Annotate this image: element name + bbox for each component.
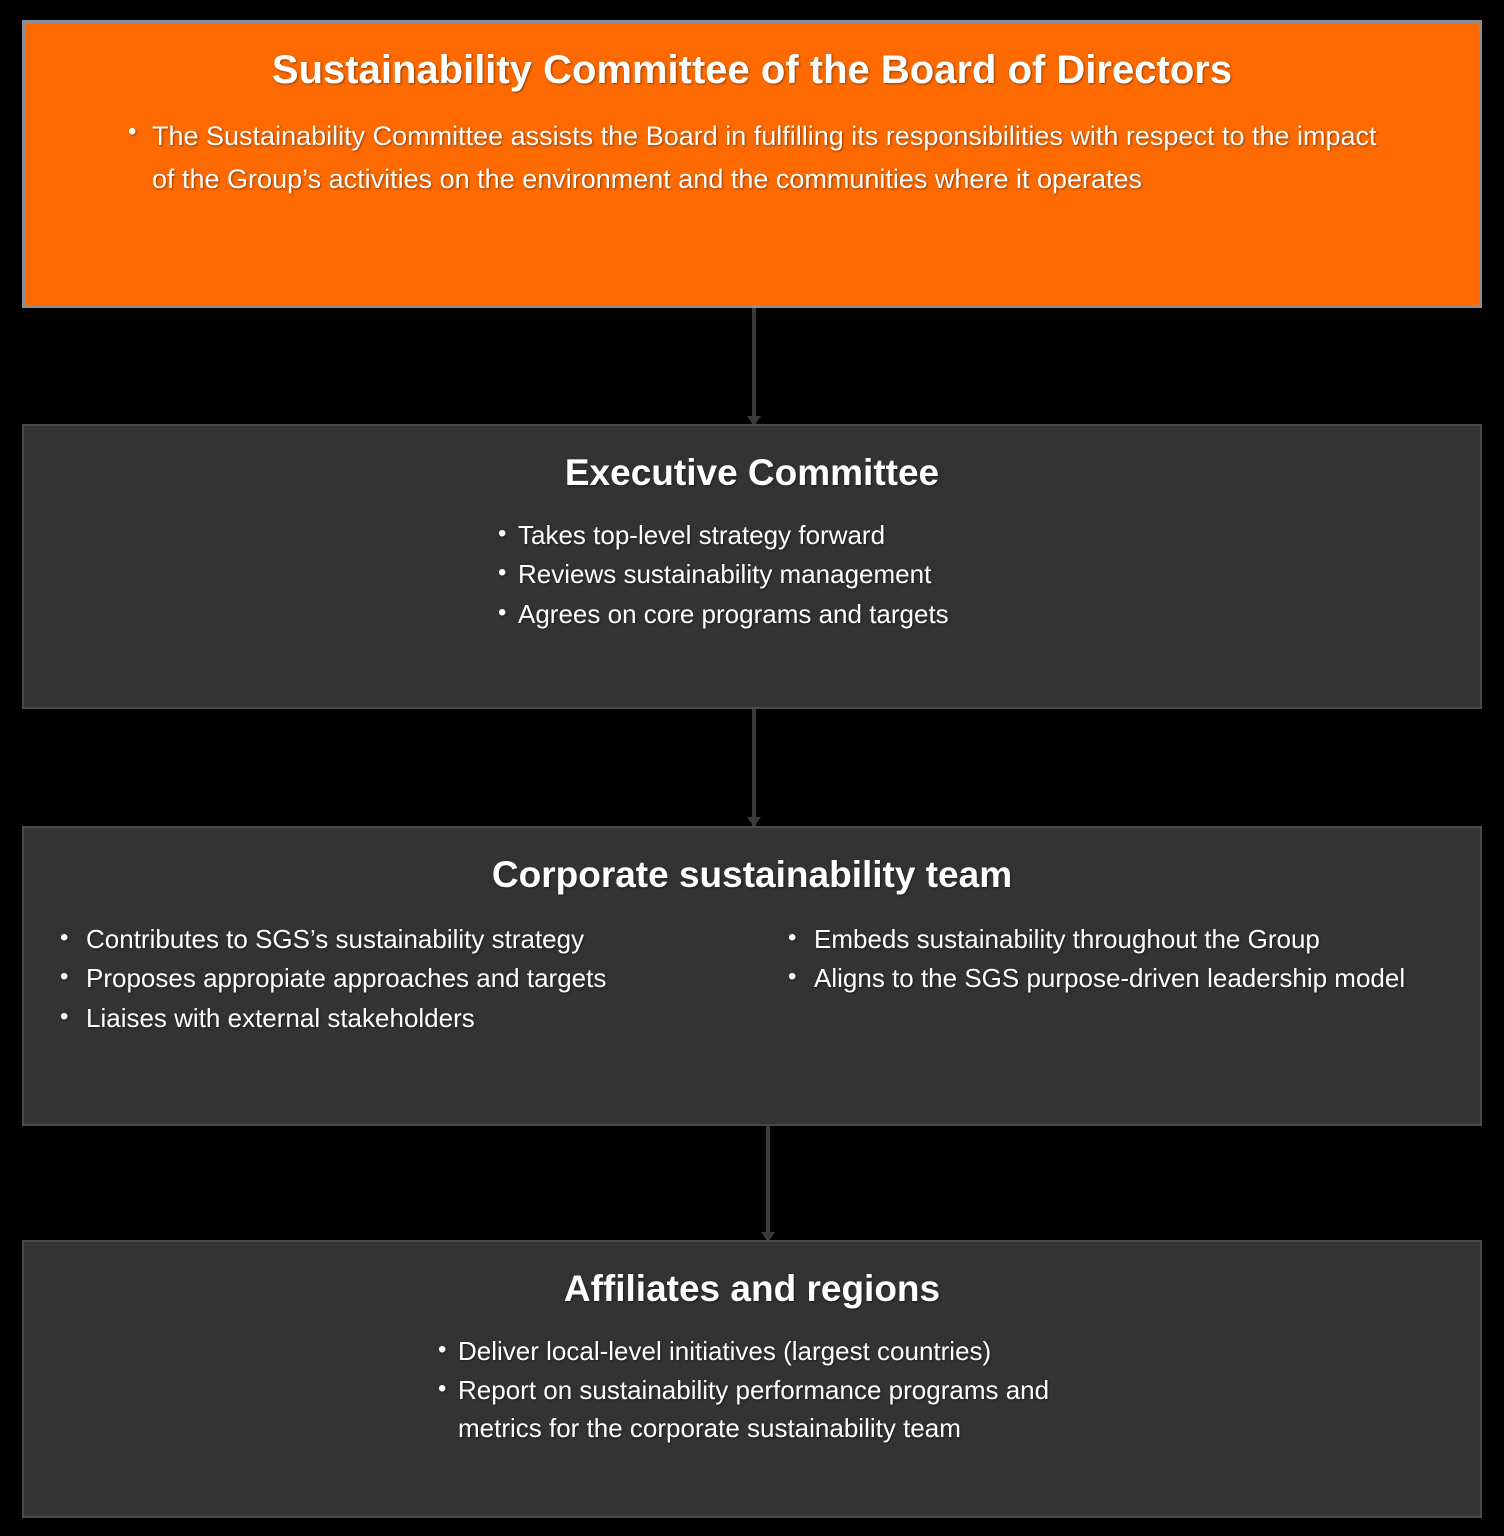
node-bullets-corp [54,921,1450,1040]
list-item: • Embeds sustainability throughout the Group [782,921,1450,959]
list-item: • Agrees on core programs and targets [492,596,1012,634]
node-bullets-corp-left [54,921,722,1040]
list-item: • Takes top-level strategy forward [492,517,1012,555]
node-corporate-sustainability-team [22,826,1482,1126]
list-item: • Proposes appropiate approaches and targets [54,960,722,998]
list-item: • Deliver local-level initiatives (largest countries) [432,1333,1072,1371]
node-title-affiliates: Affiliates and regions [563,1268,941,1309]
node-board-sustainability-committee [22,20,1482,308]
node-bullets-board [122,115,1382,201]
connector-corp-to-affiliates [766,1126,770,1242]
node-title-corp: Corporate sustainability team [491,854,1013,895]
list-item: • Report on sustainability performance programs and metrics for the corporate sustainability team [432,1372,1072,1447]
list-item: • Aligns to the SGS purpose-driven leadership model [782,960,1450,998]
node-bullets-exec [492,517,1012,634]
node-affiliates-and-regions [22,1240,1482,1518]
connector-exec-to-corp [752,709,756,827]
node-bullets-affiliates [432,1333,1072,1448]
node-bullets-corp-right [782,921,1450,1040]
node-title-exec: Executive Committee [564,452,940,493]
list-item: • Reviews sustainability management [492,556,1012,594]
node-executive-committee [22,424,1482,709]
connector-board-to-exec [752,308,756,426]
list-item: • Liaises with external stakeholders [54,1000,722,1038]
list-item: • Contributes to SGS’s sustainability strategy [54,921,722,959]
list-item: • The Sustainability Committee assists the Board in fulfilling its responsibilities with respect to the impact of the Group’s activities on the environment and the communities where it operates [122,115,1382,201]
node-title-board: Sustainability Committee of the Board of Directors [271,48,1233,92]
